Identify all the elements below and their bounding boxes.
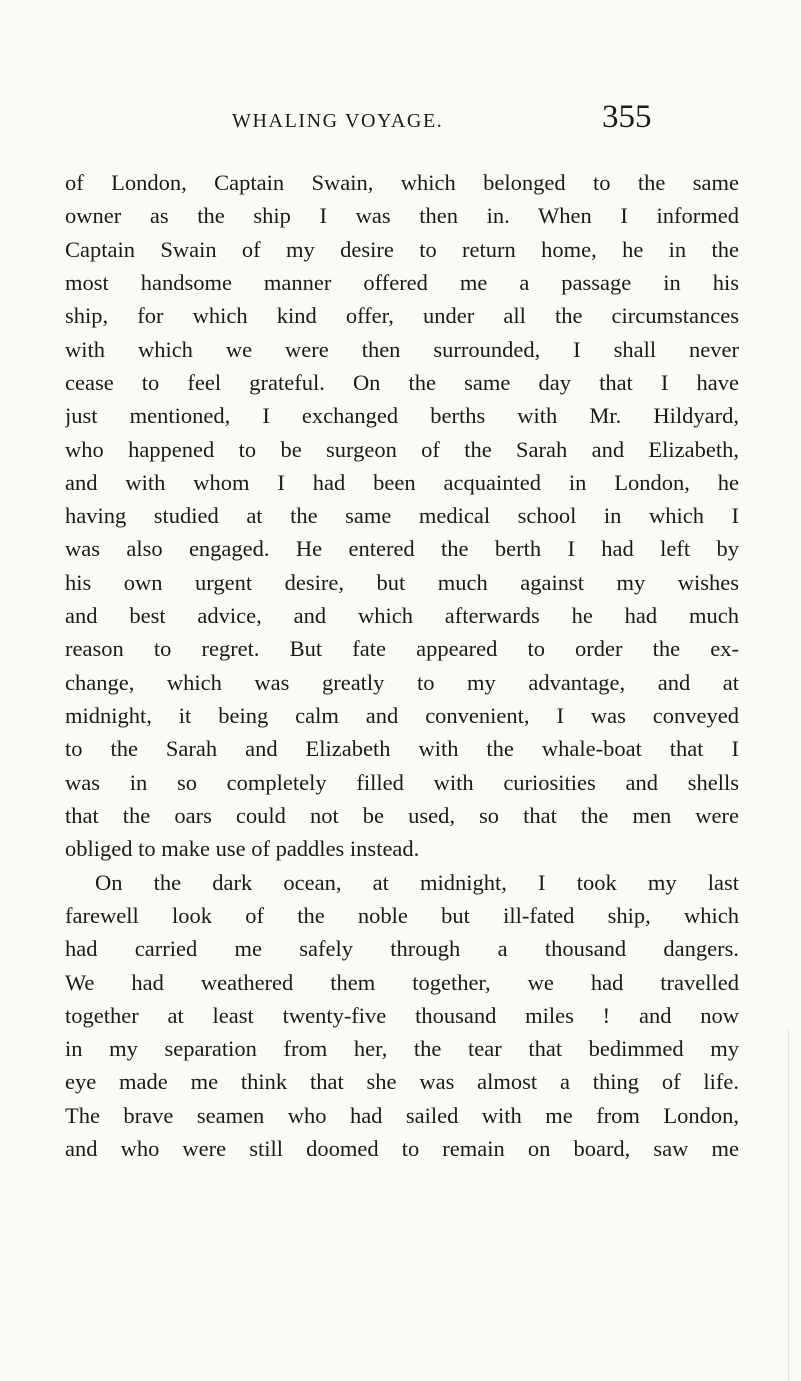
body-text <box>65 166 739 1165</box>
text-line: with which we were then surrounded, I shall never <box>65 336 739 362</box>
text-line: The brave seamen who had sailed with me from London, <box>65 1102 739 1128</box>
text-line: of London, Captain Swain, which belonged to the same <box>65 170 739 195</box>
text-line: farewell look of the noble but ill-fated ship, which <box>65 902 739 928</box>
text-line: ship, for which kind offer, under all the circumstances <box>65 303 739 329</box>
text-line: who happened to be surgeon of the Sarah and Elizabeth, <box>65 436 739 462</box>
text-line: eye made me think that she was almost a thing of life. <box>65 1069 739 1095</box>
text-line: Captain Swain of my desire to return home, he in the <box>65 236 739 262</box>
text-line: reason to regret. But fate appeared to order the ex- <box>65 636 739 662</box>
text-line-paragraph-end: obliged to make use of paddles instead. <box>65 836 420 862</box>
text-line: his own urgent desire, but much against my wishes <box>65 569 739 595</box>
text-line: midnight, it being calm and convenient, I was conveyed <box>65 703 739 728</box>
text-line: had carried me safely through a thousand dangers. <box>65 936 739 962</box>
text-line: was also engaged. He entered the berth I had left by <box>65 536 739 562</box>
text-line: and with whom I had been acquainted in London, he <box>65 469 739 495</box>
text-line: just mentioned, I exchanged berths with Mr. Hildyard, <box>65 403 739 429</box>
text-line: in my separation from her, the tear that bedimmed my <box>65 1036 739 1062</box>
text-line: owner as the ship I was then in. When I informed <box>65 203 739 229</box>
text-line: most handsome manner offered me a passage in his <box>65 269 739 295</box>
text-line: and who were still doomed to remain on board, saw me <box>65 1136 739 1162</box>
page-number: 355 <box>602 99 652 135</box>
text-line: to the Sarah and Elizabeth with the whale-boat that I <box>65 736 739 762</box>
text-line: having studied at the same medical school in which I <box>65 503 739 529</box>
text-line-paragraph-start: On the dark ocean, at midnight, I took my last <box>95 869 739 895</box>
running-title: WHALING VOYAGE. <box>232 110 444 132</box>
text-line: change, which was greatly to my advantage, and at <box>65 669 739 695</box>
text-line: We had weathered them together, we had travelled <box>65 969 739 995</box>
text-line: that the oars could not be used, so that the men were <box>65 802 739 828</box>
text-line: and best advice, and which afterwards he had much <box>65 603 739 629</box>
text-line: cease to feel grateful. On the same day that I have <box>65 369 739 395</box>
text-line: together at least twenty-five thousand miles ! and now <box>65 1002 739 1028</box>
text-line: was in so completely filled with curiosities and shells <box>65 769 739 795</box>
page-edge-divider <box>788 1030 789 1381</box>
